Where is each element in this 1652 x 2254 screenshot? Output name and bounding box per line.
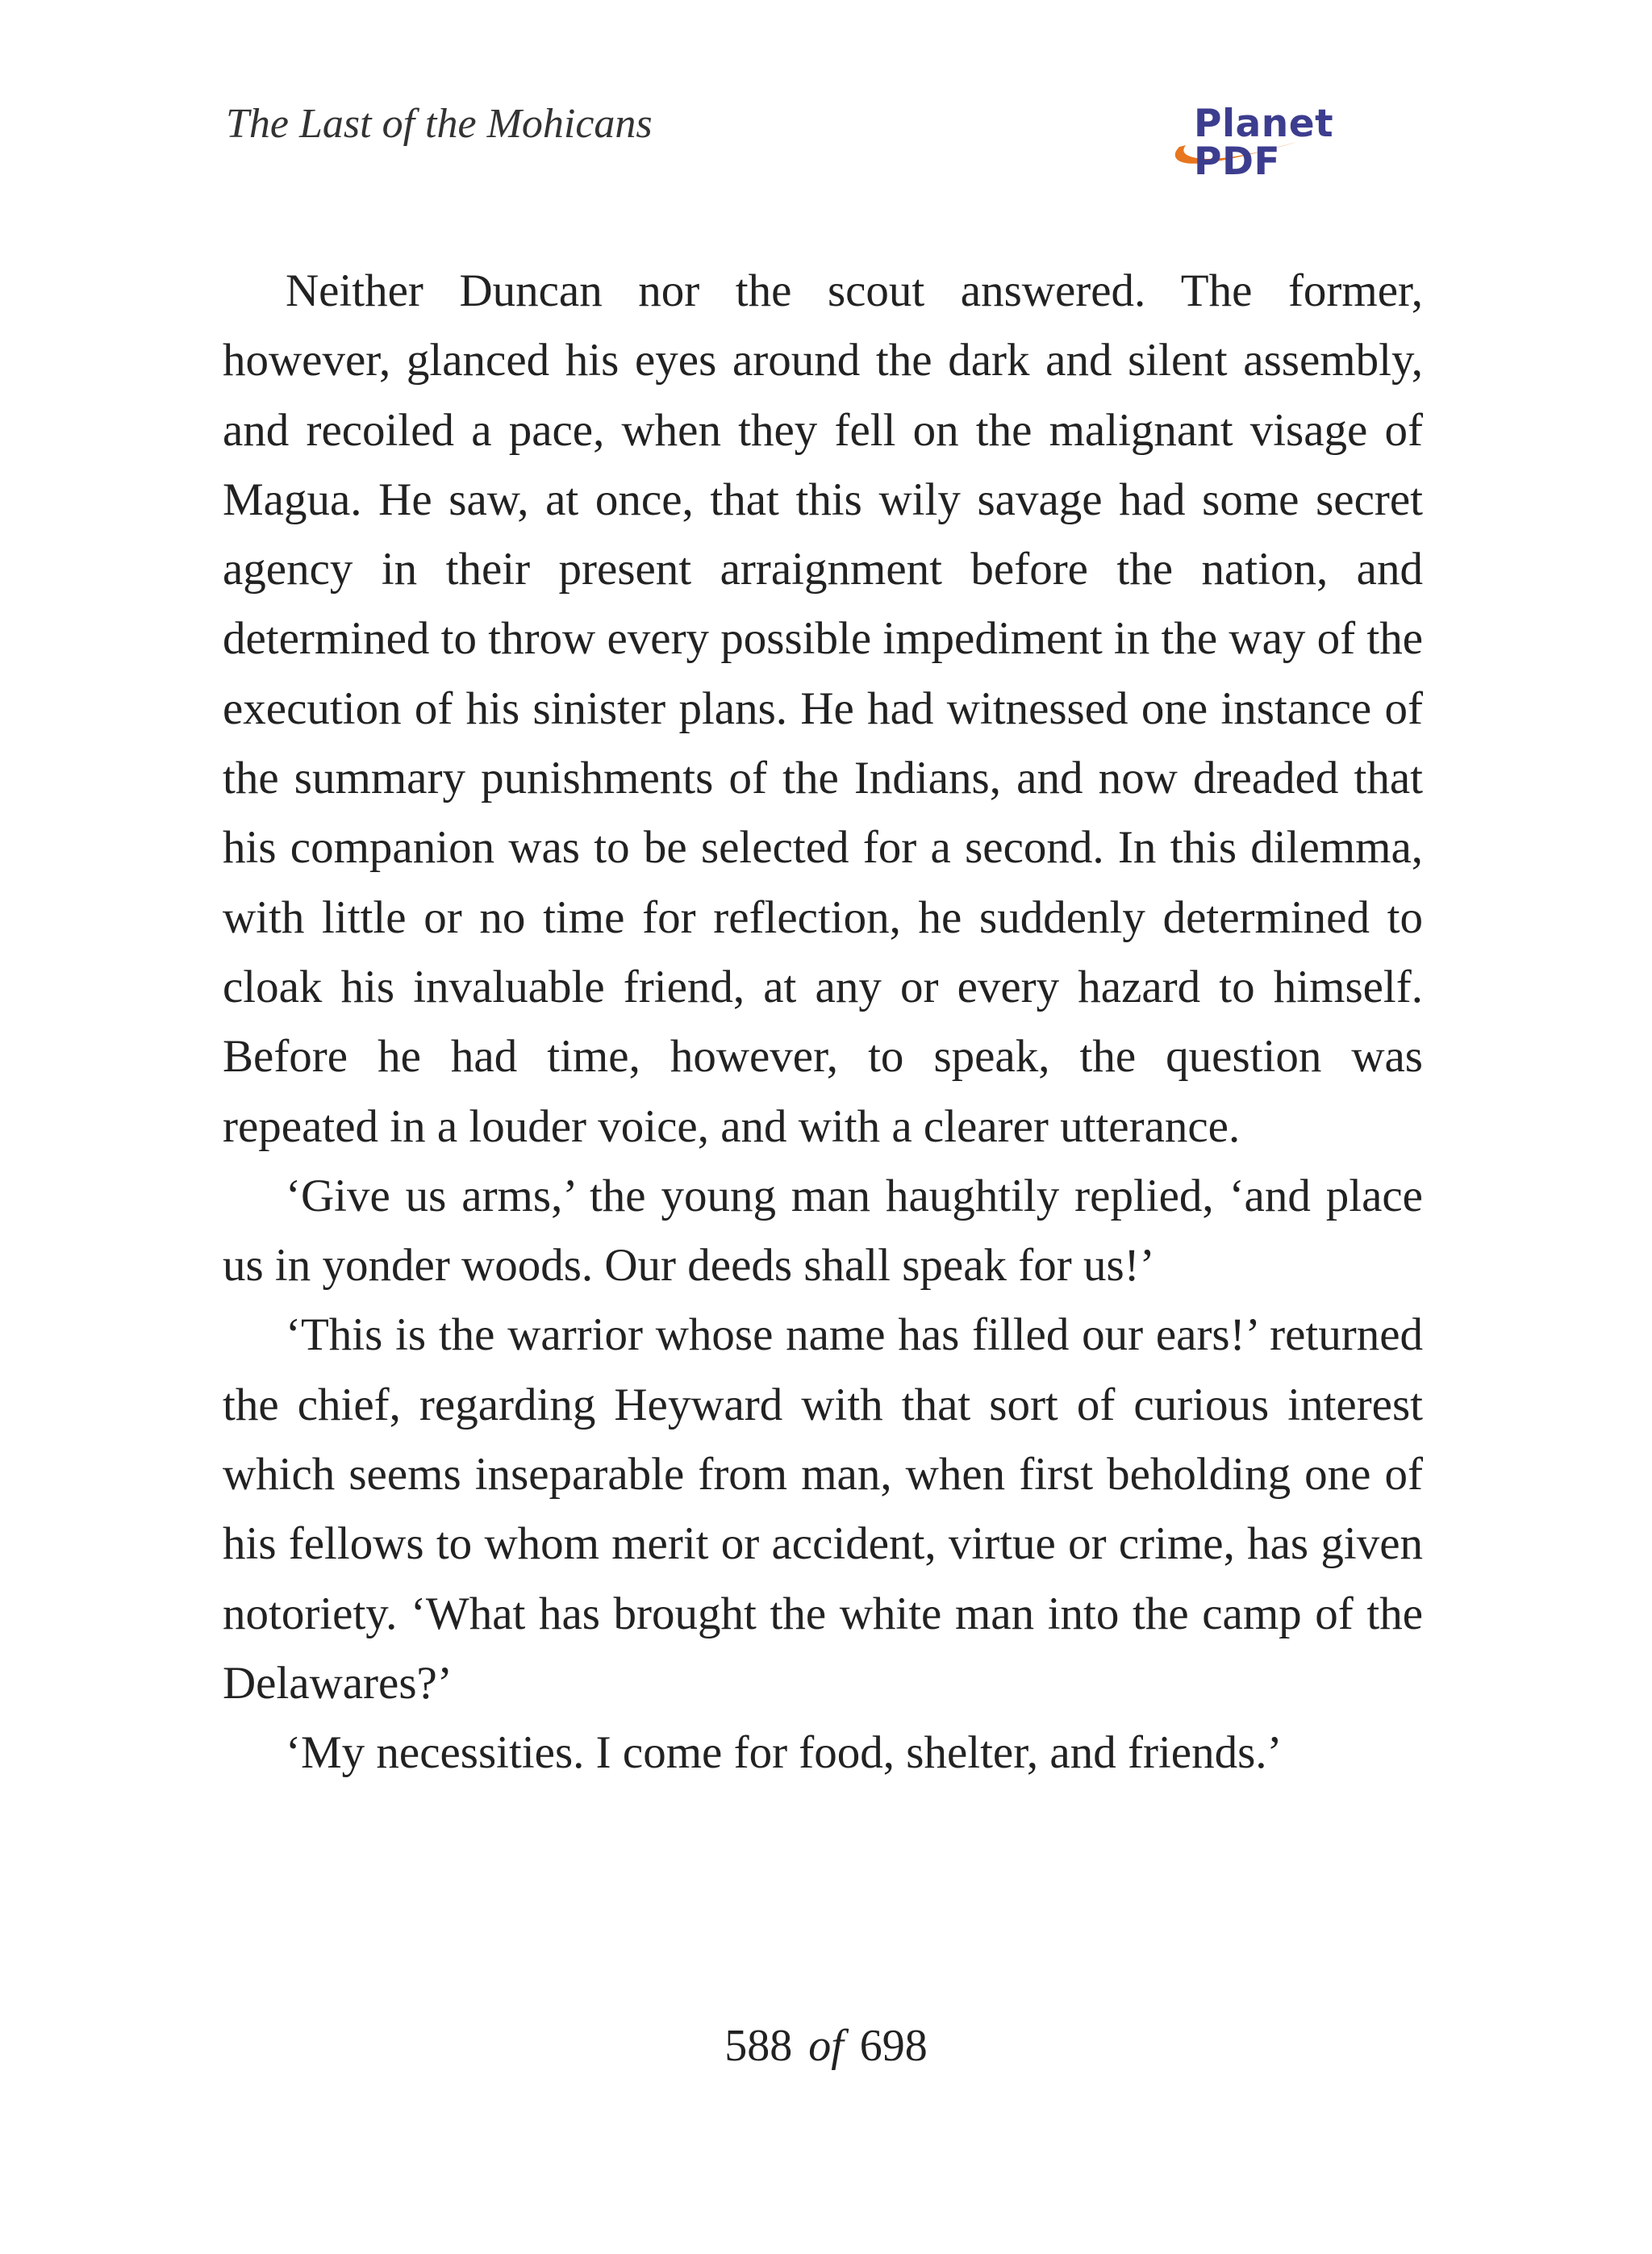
page-number <box>0 2021 1652 2071</box>
paragraph: Neither Duncan nor the scout answered. The former, however, glanced his eyes around the dark and silent assembly, and recoiled a pace, when they fell on the malignant visage of Magua. He saw, at once, that this wily savage had some secret agency in their present arraignment before the nation, and determined to throw every possible impediment in the way of the execution of his sinister plans. He had witnessed one instance of the summary punishments of the Indians, and now dreaded that his companion was to be selected for a second. In this dilemma, with little or no time for reflection, he suddenly determined to cloak his invaluable friend, at any or every hazard to himself. Before he had time, however, to speak, the question was repeated in a louder voice, and with a clearer utterance. <box>223 265 1423 1152</box>
logo-text: Planet PDF <box>1194 102 1334 184</box>
book-title: The Last of the Mohicans <box>226 101 653 147</box>
page-header <box>0 0 1652 194</box>
page-of-label: of <box>808 2021 844 2071</box>
paragraph: ‘Give us arms,’ the young man haughtily replied, ‘and place us in yonder woods. Our deeds shall speak for us!’ <box>223 1170 1423 1292</box>
body-text <box>223 257 1423 1789</box>
planet-pdf-logo <box>1162 97 1428 184</box>
paragraph: ‘This is the warrior whose name has filled our ears!’ returned the chief, regarding Heyward with that sort of curious interest which seems inseparable from man, when first beholding one of his fellows to whom merit or accident, virtue or crime, has given notoriety. ‘What has brought the white man into the camp of the Delawares?’ <box>223 1309 1423 1709</box>
total-pages: 698 <box>859 2021 928 2071</box>
current-page: 588 <box>724 2021 793 2071</box>
paragraph: ‘My necessities. I come for food, shelter, and friends.’ <box>286 1727 1283 1779</box>
